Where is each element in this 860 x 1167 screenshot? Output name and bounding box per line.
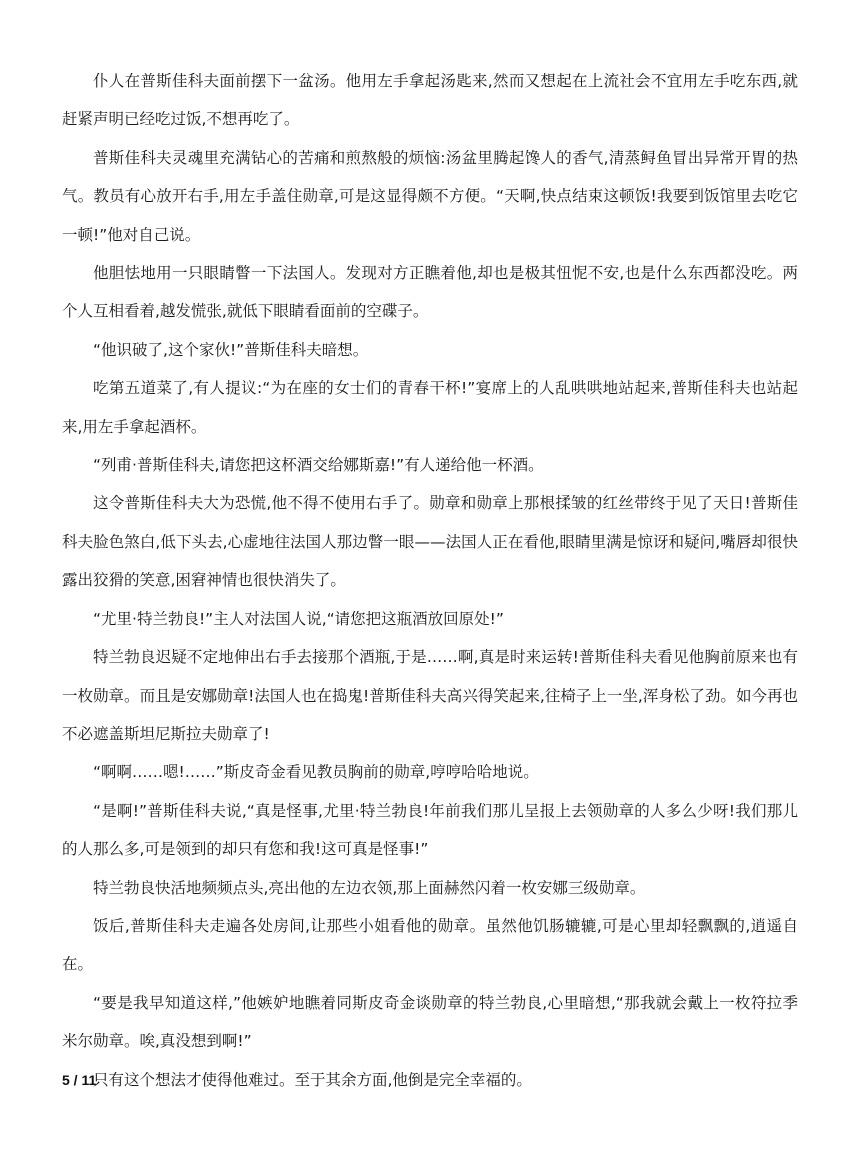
body-text — [62, 62, 798, 1099]
paragraph-12: 特兰勃良快活地频频点头,亮出他的左边衣领,那上面赫然闪着一枚安娜三级勋章。 — [93, 878, 646, 897]
paragraph-6: “列甫·普斯佳科夫,请您把这杯酒交给娜斯嘉!”有人递给他一杯酒。 — [93, 456, 544, 475]
paragraph-11: “是啊!”普斯佳科夫说,“真是怪事,尤里·特兰勃良!年前我们那儿呈报上去领勋章的人多么少呀!我们那儿的人那么多,可是领到的却只有您和我!这可真是怪事!” — [62, 801, 798, 859]
paragraph-1: 仆人在普斯佳科夫面前摆下一盆汤。他用左手拿起汤匙来,然而又想起在上流社会不宜用左手吃东西,就赶紧声明已经吃过饭,不想再吃了。 — [62, 72, 798, 129]
page-number: 5 / 11 — [62, 1072, 97, 1088]
paragraph-13: 饭后,普斯佳科夫走遍各处房间,让那些小姐看他的勋章。虽然他饥肠辘辘,可是心里却轻飘飘的,逍遥自在。 — [62, 916, 798, 974]
paragraph-4: “他识破了,这个家伙!”普斯佳科夫暗想。 — [93, 340, 369, 359]
paragraph-8: “尤里·特兰勃良!”主人对法国人说,“请您把这瓶酒放回原处!” — [93, 609, 504, 628]
paragraph-10: “啊啊……嗯!……”斯皮奇金看见教员胸前的勋章,哼哼哈哈地说。 — [93, 763, 539, 782]
paragraph-14: “要是我早知道这样,”他嫉妒地瞧着同斯皮奇金谈勋章的特兰勃良,心里暗想,“那我就会戴上一枚符拉季米尔勋章。唉,真没想到啊!” — [62, 993, 798, 1051]
paragraph-2: 普斯佳科夫灵魂里充满钻心的苦痛和煎熬般的烦恼:汤盆里腾起馋人的香气,清蒸鲟鱼冒出异常开胃的热气。教员有心放开右手,用左手盖住勋章,可是这显得颇不方便。“天啊,快点结束这顿饭!我要到饭馆里去吃它一顿!”他对自己说。 — [62, 148, 798, 244]
paragraph-15: 只有这个想法才使得他难过。至于其余方面,他倒是完全幸福的。 — [93, 1070, 532, 1089]
paragraph-3: 他胆怯地用一只眼睛瞥一下法国人。发现对方正瞧着他,却也是极其忸怩不安,也是什么东西都没吃。两个人互相看着,越发慌张,就低下眼睛看面前的空碟子。 — [62, 264, 798, 321]
paragraph-9: 特兰勃良迟疑不定地伸出右手去接那个酒瓶,于是……啊,真是时来运转!普斯佳科夫看见他胸前原来也有一枚勋章。而且是安娜勋章!法国人也在捣鬼!普斯佳科夫高兴得笑起来,往椅子上一坐,浑身松了劲。如今再也不必遮盖斯坦尼斯拉夫勋章了! — [62, 648, 798, 743]
paragraph-5: 吃第五道菜了,有人提议:“为在座的女士们的青春干杯!”宴席上的人乱哄哄地站起来,普斯佳科夫也站起来,用左手拿起酒杯。 — [62, 379, 798, 436]
paragraph-7: 这令普斯佳科夫大为恐慌,他不得不使用右手了。勋章和勋章上那根揉皱的红丝带终于见了天日!普斯佳科夫脸色煞白,低下头去,心虚地往法国人那边瞥一眼——法国人正在看他,眼睛里满是惊讶和疑问,嘴唇却很快露出狡猾的笑意,困窘神情也很快消失了。 — [62, 494, 798, 590]
